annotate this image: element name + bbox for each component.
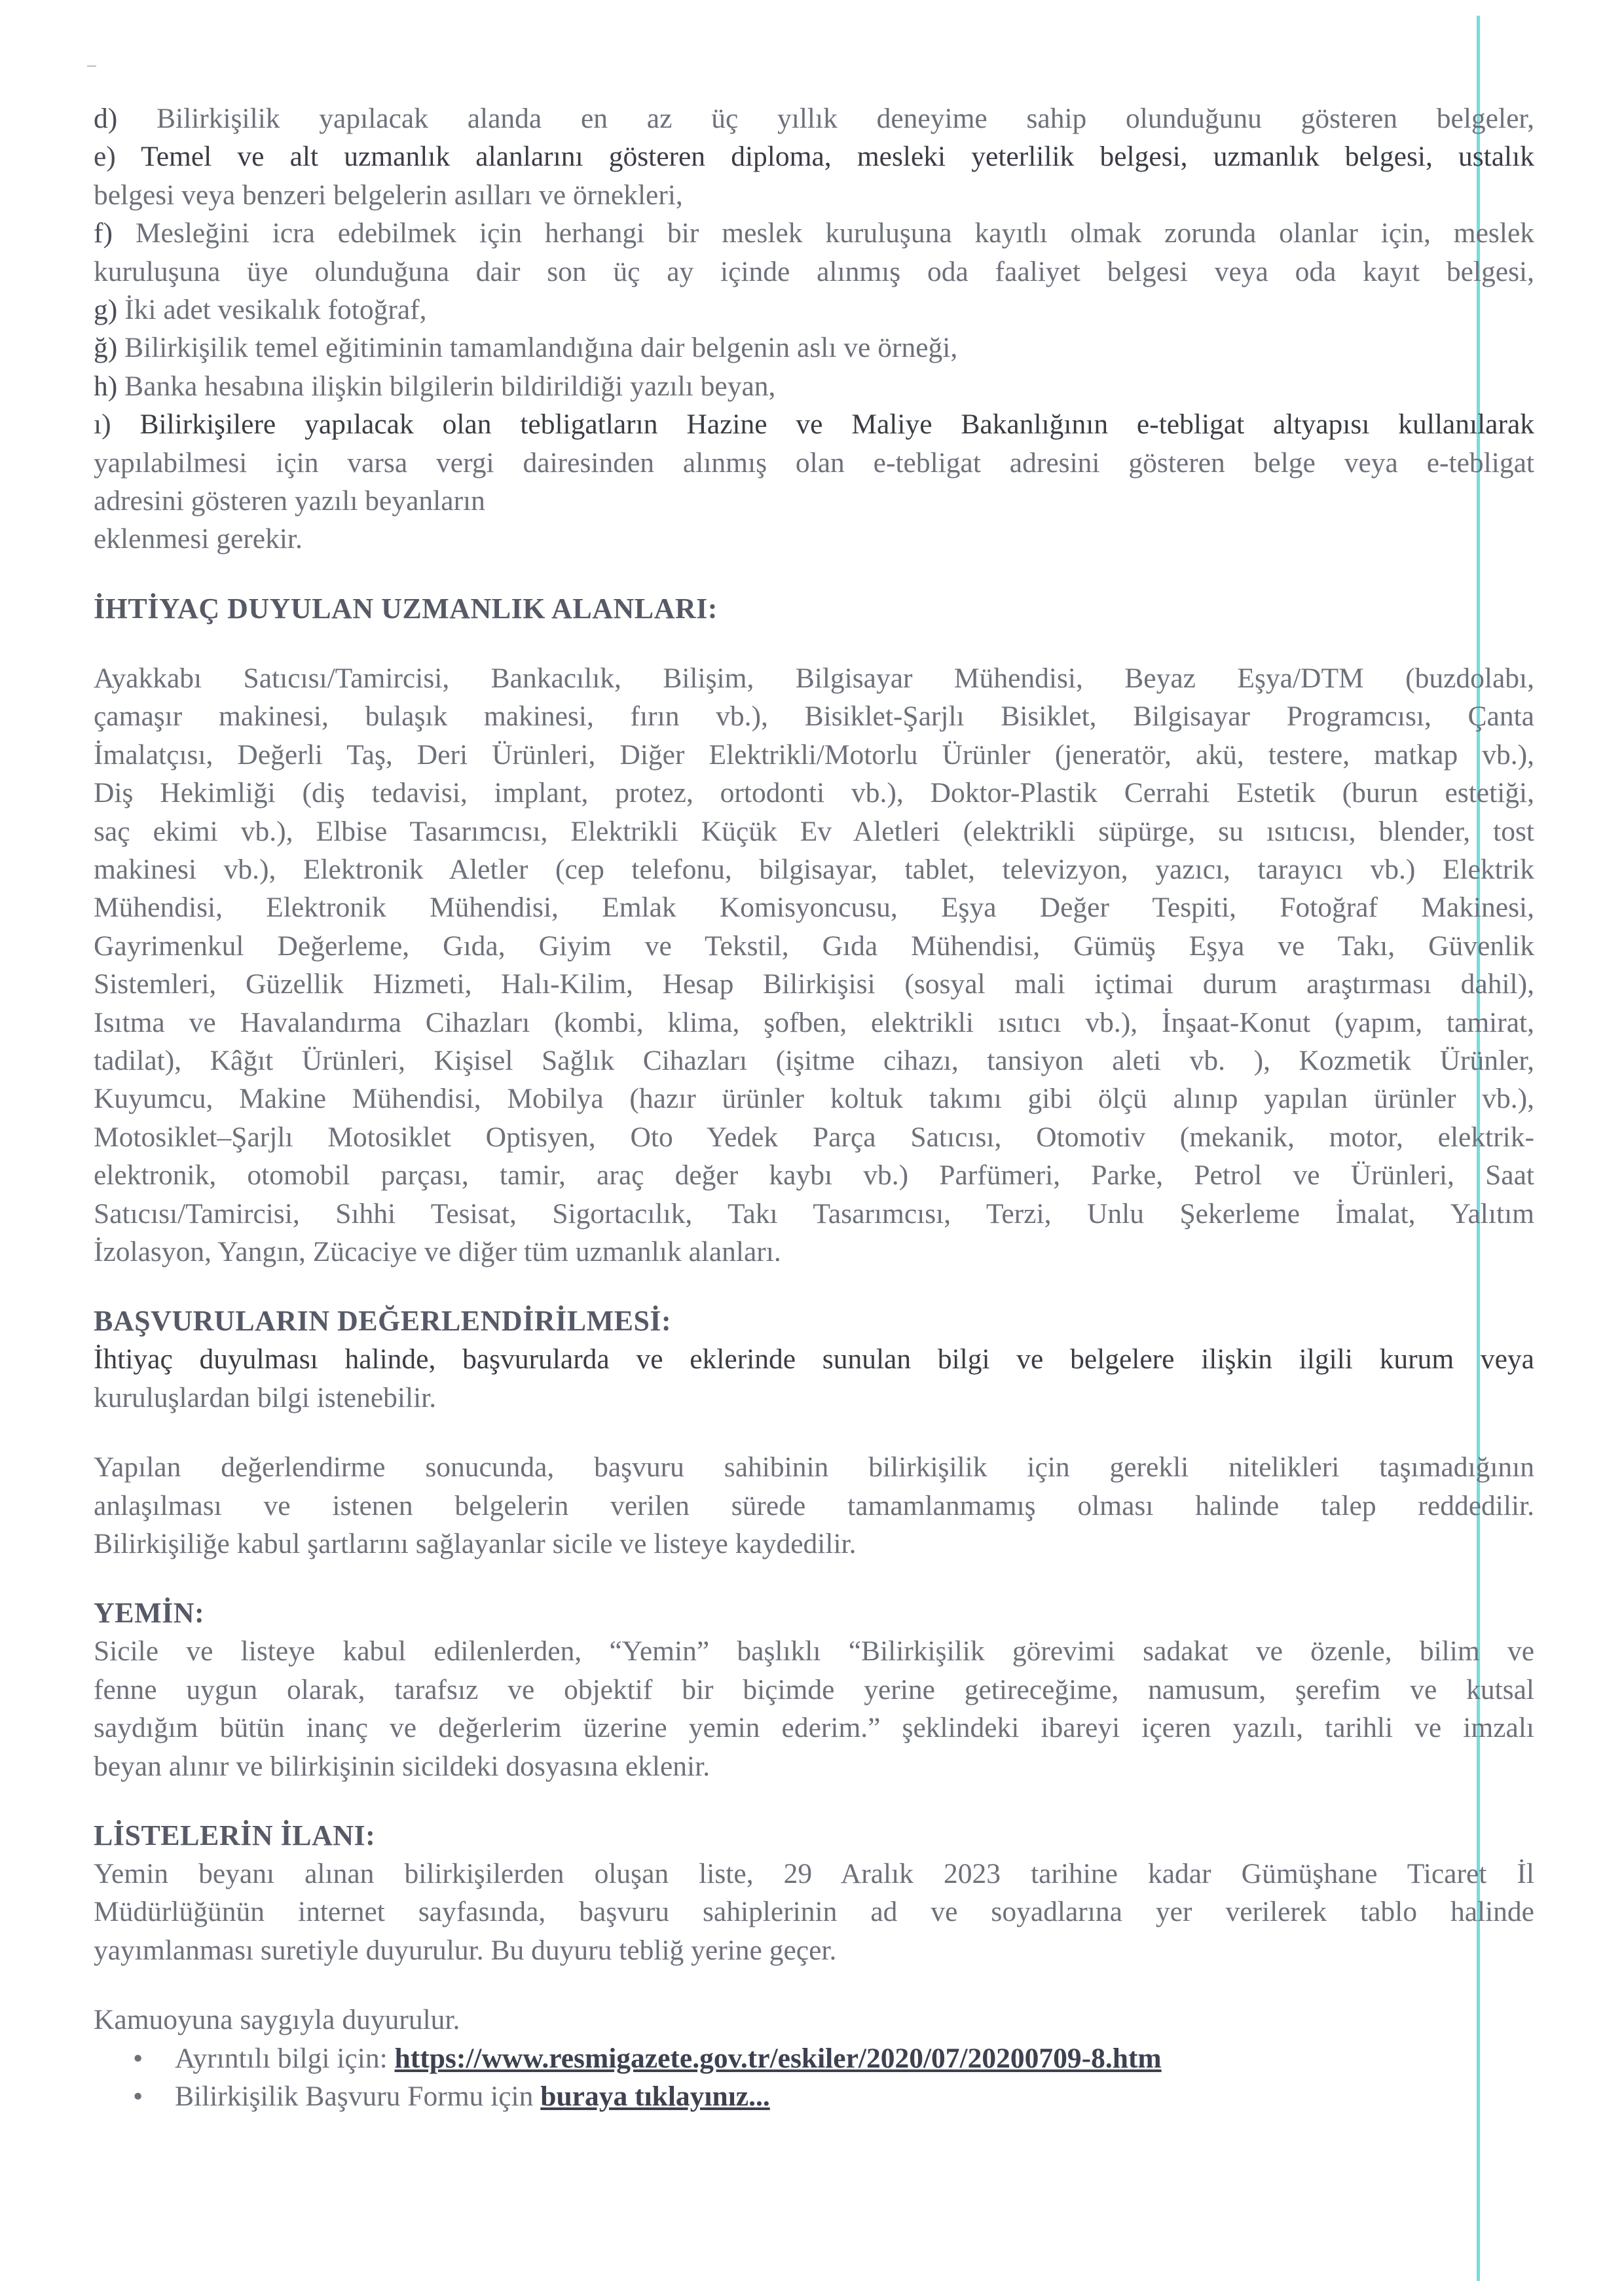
text-line: elektronik, otomobil parçası, tamir, araç değer kaybı vb.) Parfümeri, Parke, Petrol ve Ürünleri, Saat	[94, 1159, 1534, 1192]
list-tail-text: eklenmesi gerekir.	[94, 523, 303, 555]
evaluation-paragraph-2	[94, 1448, 1534, 1563]
text-line: kuruluşlardan bilgi istenebilir.	[94, 1381, 437, 1413]
item-marker: h)	[94, 370, 118, 402]
section-heading-expertise: İHTİYAÇ DUYULAN UZMANLIK ALANLARI:	[94, 592, 718, 625]
item-text: adresini gösteren yazılı beyanların	[94, 485, 485, 517]
listing-paragraph	[94, 1855, 1534, 1969]
section-heading-oath: YEMİN:	[94, 1597, 205, 1630]
text-line: Gayrimenkul Değerleme, Gıda, Giyim ve Tekstil, Gıda Mühendisi, Gümüş Eşya ve Takı, Güvenlik	[94, 930, 1534, 962]
text-line: Yemin beyanı alınan bilirkişilerden oluşan liste, 29 Aralık 2023 tarihine kadar Gümüşhane Ticaret İl	[94, 1858, 1534, 1890]
text-line: saydığım bütün inanç ve değerlerim üzerine yemin ederim.” şeklindeki ibareyi içeren yazılı, tarihli ve imzalı	[94, 1712, 1534, 1744]
list-item-h	[94, 367, 1534, 405]
item-text: kuruluşuna üye olunduğuna dair son üç ay içinde alınmış oda faaliyet belgesi veya oda kayıt belgesi,	[94, 255, 1534, 287]
text-line: Müdürlüğünün internet sayfasında, başvuru sahiplerinin ad ve soyadlarına yer verilerek tablo halinde	[94, 1896, 1534, 1928]
evaluation-paragraph-1	[94, 1340, 1534, 1417]
item-text: Mesleğini icra edebilmek için herhangi bir meslek kuruluşuna kayıtlı olmak zorunda olanlar için, meslek	[135, 217, 1534, 249]
expertise-paragraph	[94, 659, 1534, 1271]
list-item	[133, 2077, 1534, 2115]
info-links-list	[94, 2039, 1534, 2116]
list-item-g	[94, 291, 1534, 329]
text-line: Kuyumcu, Makine Mühendisi, Mobilya (hazır ürünler koltuk takımı gibi ölçü alınıp yapılan ürünler vb.),	[94, 1083, 1534, 1115]
text-line: saç ekimi vb.), Elbise Tasarımcısı, Elektrikli Küçük Ev Aletleri (elektrikli süpürge, su ısıtıcısı, blender, tost	[94, 815, 1534, 847]
list-item-e	[94, 137, 1534, 175]
list-item-e-cont	[94, 176, 1534, 214]
application-form-link[interactable]: buraya tıklayınız...	[540, 2081, 770, 2113]
item-text: Bilirkişilik yapılacak alanda en az üç yıllık deneyime sahip olunduğunu gösteren belgeler,	[157, 103, 1534, 134]
oath-paragraph	[94, 1632, 1534, 1785]
text-line: beyan alınır ve bilirkişinin sicildeki dosyasına eklenir.	[94, 1750, 710, 1782]
resmigazete-link[interactable]: https://www.resmigazete.gov.tr/eskiler/2020/07/20200709-8.htm	[394, 2042, 1162, 2074]
item-text: belgesi veya benzeri belgelerin asılları ve örnekleri,	[94, 179, 683, 211]
item-marker: e)	[94, 141, 116, 173]
item-marker: g)	[94, 294, 118, 326]
item-marker: d)	[94, 103, 118, 134]
text-line: İzolasyon, Yangın, Zücaciye ve diğer tüm uzmanlık alanları.	[94, 1235, 781, 1267]
list-item-f	[94, 214, 1534, 252]
text-line: Sistemleri, Güzellik Hizmeti, Halı-Kilim, Hesap Bilirkişisi (sosyal mali içtimai durum araştırması dahil),	[94, 968, 1534, 1000]
list-item-i-cont	[94, 444, 1534, 482]
item-text: Bilirkişilere yapılacak olan tebligatların Hazine ve Maliye Bakanlığının e-tebligat altyapısı kullanılarak	[139, 409, 1535, 441]
list-item-d	[94, 100, 1534, 137]
text-line: yayımlanması suretiyle duyurulur. Bu duyuru tebliğ yerine geçer.	[94, 1934, 837, 1966]
item-marker: ı)	[94, 409, 111, 441]
item-text: yapılabilmesi için varsa vergi dairesinden alınmış olan e-tebligat adresini gösteren belge veya e-tebligat	[94, 446, 1534, 479]
text-line: makinesi vb.), Elektronik Aletler (cep telefonu, bilgisayar, tablet, televizyon, yazıcı, tarayıcı vb.) Elektrik	[94, 853, 1534, 885]
text-line: Ayakkabı Satıcısı/Tamircisi, Bankacılık, Bilişim, Bilgisayar Mühendisi, Beyaz Eşya/DTM (buzdolabı,	[94, 662, 1534, 694]
text-line: İhtiyaç duyulması halinde, başvurularda ve eklerinde sunulan bilgi ve belgelere ilişkin ilgili kurum veya	[94, 1343, 1534, 1376]
link-prefix: Bilirkişilik Başvuru Formu için	[175, 2081, 541, 2113]
list-item-f-cont	[94, 253, 1534, 291]
item-marker: ğ)	[94, 332, 118, 364]
text-line: Satıcısı/Tamircisi, Sıhhi Tesisat, Sigortacılık, Takı Tasarımcısı, Terzi, Unlu Şekerleme İmalat, Yalıtım	[94, 1197, 1534, 1230]
text-line: İmalatçısı, Değerli Taş, Deri Ürünleri, Diğer Elektrikli/Motorlu Ürünler (jeneratör, akü, testere, matkap vb.),	[94, 738, 1534, 771]
text-line: anlaşılması ve istenen belgelerin verilen sürede tamamlanmamış olması halinde talep reddedilir.	[94, 1489, 1534, 1522]
list-item-gb	[94, 329, 1534, 367]
item-marker: f)	[94, 217, 113, 249]
item-text: Banka hesabına ilişkin bilgilerin bildirildiği yazılı beyan,	[124, 370, 776, 402]
text-line: tadilat), Kâğıt Ürünleri, Kişisel Sağlık Cihazları (işitme cihazı, tansiyon aleti vb. ), Kozmetik Ürünler,	[94, 1044, 1534, 1076]
section-heading-listing: LİSTELERİN İLANI:	[94, 1819, 376, 1852]
document-body	[94, 100, 1534, 2115]
text-line: Bilirkişiliğe kabul şartlarını sağlayanlar sicile ve listeye kaydedilir.	[94, 1528, 857, 1559]
list-item-i-cont2	[94, 482, 1534, 520]
text-line: Diş Hekimliği (diş tedavisi, implant, protez, ortodonti vb.), Doktor-Plastik Cerrahi Estetik (burun estetiği,	[94, 777, 1534, 809]
scan-mark	[87, 65, 96, 67]
item-text: Bilirkişilik temel eğitiminin tamamlandığına dair belgenin aslı ve örneği,	[124, 332, 958, 364]
list-item-i	[94, 405, 1534, 443]
text-line: Sicile ve listeye kabul edilenlerden, “Yemin” başlıklı “Bilirkişilik görevimi sadakat ve özenle, bilim ve	[94, 1635, 1534, 1667]
text-line: fenne uygun olarak, tarafsız ve objektif bir biçimde yerine getireceğime, namusum, şerefim ve kutsal	[94, 1673, 1534, 1705]
item-text: İki adet vesikalık fotoğraf,	[124, 294, 427, 326]
text-line: Motosiklet–Şarjlı Motosiklet Optisyen, Oto Yedek Parça Satıcısı, Otomotiv (mekanik, motor, elektrik-	[94, 1121, 1534, 1153]
link-prefix: Ayrıntılı bilgi için:	[175, 2042, 395, 2074]
closing-text: Kamuoyuna saygıyla duyurulur.	[94, 2004, 460, 2036]
required-documents-list	[94, 100, 1534, 558]
text-line: Isıtma ve Havalandırma Cihazları (kombi, klima, şofben, elektrikli ısıtıcı vb.), İnşaat-Konut (yapım, tamirat,	[94, 1006, 1534, 1038]
list-item	[133, 2039, 1534, 2077]
text-line: Mühendisi, Elektronik Mühendisi, Emlak Komisyoncusu, Eşya Değer Tespiti, Fotoğraf Makinesi,	[94, 892, 1534, 924]
text-line: çamaşır makinesi, bulaşık makinesi, fırın vb.), Bisiklet-Şarjlı Bisiklet, Bilgisayar Programcısı, Çanta	[94, 701, 1534, 733]
item-text: Temel ve alt uzmanlık alanlarını gösteren diploma, mesleki yeterlilik belgesi, uzmanlık belgesi, ustalık	[141, 141, 1534, 173]
text-line: Yapılan değerlendirme sonucunda, başvuru sahibinin bilirkişilik için gerekli nitelikleri taşımadığının	[94, 1451, 1534, 1484]
section-heading-evaluation: BAŞVURULARIN DEĞERLENDİRİLMESİ:	[94, 1305, 672, 1338]
